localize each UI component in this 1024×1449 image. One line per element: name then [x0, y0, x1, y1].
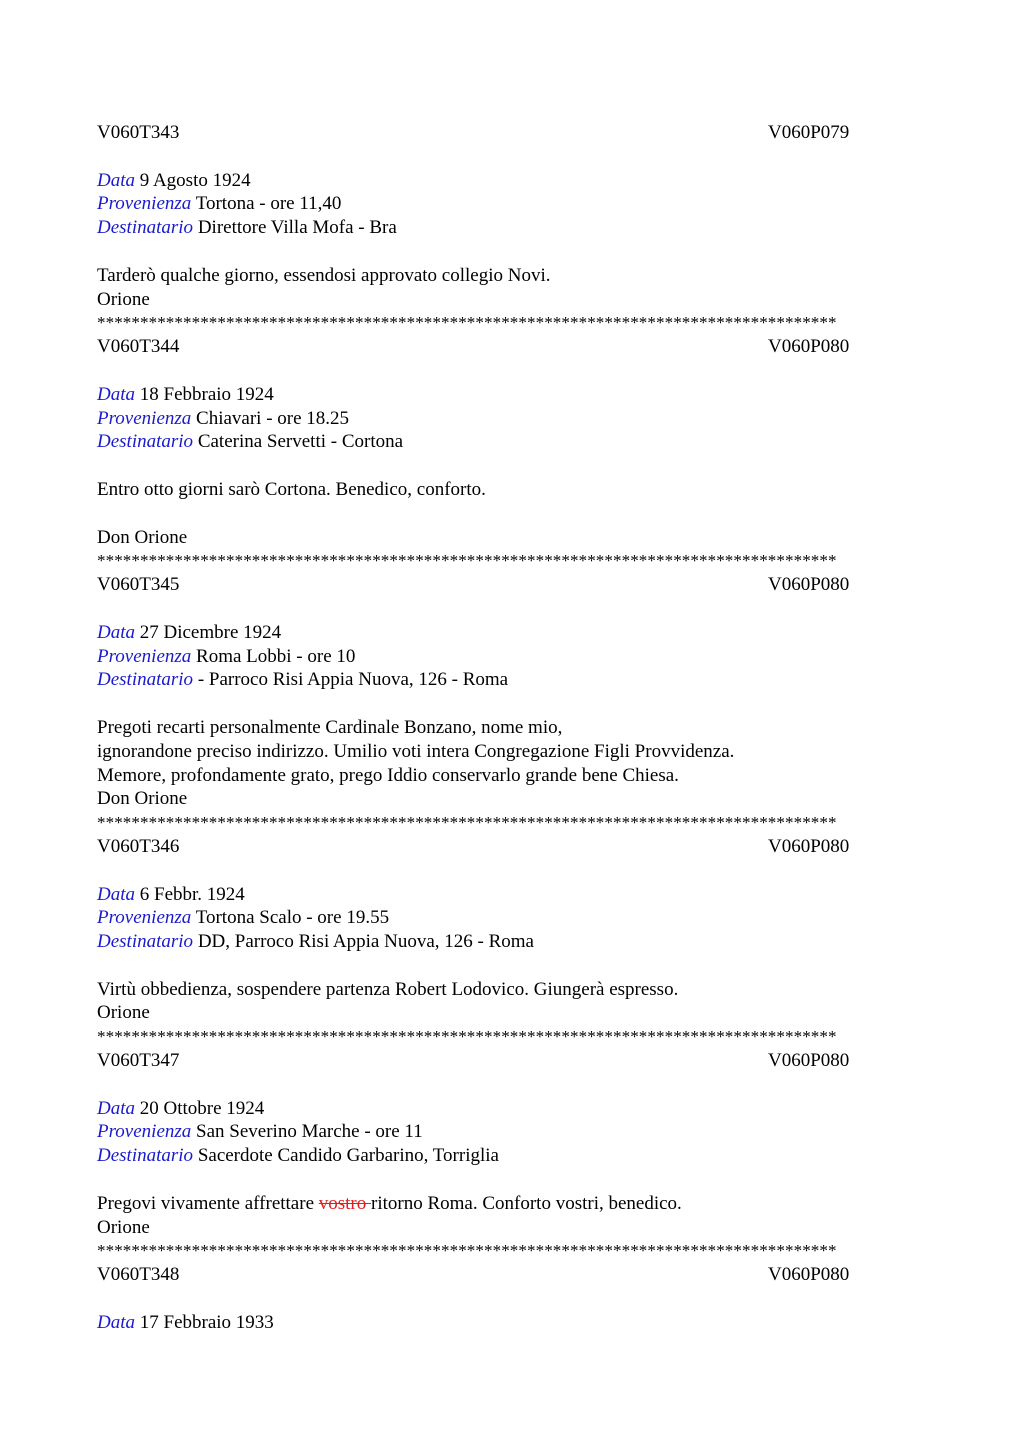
entry-header [97, 335, 937, 359]
date-label: Data [97, 169, 135, 191]
recipient-label: Destinatario [97, 431, 194, 453]
page-code: V060P080 [768, 574, 850, 596]
page-code: V060P080 [768, 835, 850, 857]
recipient-label: Destinatario [97, 1145, 194, 1167]
date-label: Data [97, 621, 135, 643]
struck-text: vostro [318, 1192, 371, 1214]
date-label: Data [97, 883, 135, 905]
recipient-line [97, 1144, 937, 1168]
signature: Don Orione [97, 526, 188, 548]
separator: ************************************************************************************** [97, 1027, 837, 1047]
body-text-after: ritorno Roma. Conforto vostri, benedico. [371, 1192, 682, 1214]
recipient-label: Destinatario [97, 931, 194, 953]
recipient-line [97, 930, 937, 954]
origin-label: Provenienza [97, 907, 192, 929]
page-code: V060P080 [768, 336, 850, 358]
body-line: Tarderò qualche giorno, essendosi approvato collegio Novi. [97, 264, 551, 286]
date-value: 17 Febbraio 1933 [139, 1311, 274, 1333]
origin-line [97, 906, 937, 930]
page-code: V060P080 [768, 1050, 850, 1072]
date-label: Data [97, 1097, 135, 1119]
body-line: Pregoti recarti personalmente Cardinale Bonzano, nome mio, [97, 716, 563, 738]
page-code: V060P079 [768, 122, 850, 143]
date-line [97, 383, 937, 407]
origin-label: Provenienza [97, 407, 192, 429]
telegram-entry [97, 573, 937, 835]
origin-value: San Severino Marche - ore 11 [196, 1121, 423, 1143]
date-label: Data [97, 1311, 135, 1333]
separator: ************************************************************************************** [97, 313, 837, 333]
document-page [97, 121, 937, 1335]
date-value: 6 Febbr. 1924 [139, 883, 245, 905]
date-line [97, 883, 937, 907]
origin-label: Provenienza [97, 1121, 192, 1143]
recipient-value: Direttore Villa Mofa - Bra [197, 217, 397, 239]
date-line [97, 169, 937, 193]
telegram-entry [97, 1049, 937, 1263]
recipient-line [97, 216, 937, 240]
signature: Don Orione [97, 788, 188, 810]
separator: ************************************************************************************** [97, 813, 837, 833]
recipient-value: DD, Parroco Risi Appia Nuova, 126 - Roma [197, 931, 534, 953]
recipient-label: Destinatario [97, 217, 194, 239]
entry-code: V060T348 [97, 1264, 180, 1286]
body-line: ignorandone preciso indirizzo. Umilio voti intera Congregazione Figli Provvidenza. [97, 740, 735, 762]
date-line [97, 621, 937, 645]
origin-line [97, 407, 937, 431]
body-line [97, 1192, 937, 1216]
origin-value: Tortona - ore 11,40 [195, 193, 342, 215]
entry-code: V060T343 [97, 122, 180, 143]
entry-header [97, 1263, 937, 1287]
origin-value: Chiavari - ore 18.25 [196, 407, 350, 429]
entry-header [97, 121, 937, 145]
date-value: 9 Agosto 1924 [139, 169, 251, 191]
date-value: 27 Dicembre 1924 [139, 621, 282, 643]
origin-label: Provenienza [97, 645, 192, 667]
entry-code: V060T345 [97, 574, 180, 596]
recipient-value: Sacerdote Candido Garbarino, Torriglia [197, 1145, 499, 1167]
date-line [97, 1311, 937, 1335]
telegram-entry [97, 835, 937, 1049]
signature: Orione [97, 1002, 150, 1024]
date-value: 20 Ottobre 1924 [139, 1097, 265, 1119]
recipient-line [97, 430, 937, 454]
recipient-label: Destinatario [97, 669, 194, 691]
entry-header [97, 573, 937, 597]
entry-header [97, 835, 937, 859]
origin-line [97, 1120, 937, 1144]
signature: Orione [97, 288, 150, 310]
recipient-value: Caterina Servetti - Cortona [197, 431, 404, 453]
telegram-entry [97, 121, 937, 335]
entry-code: V060T347 [97, 1050, 180, 1072]
signature: Orione [97, 1216, 150, 1238]
body-line: Virtù obbedienza, sospendere partenza Robert Lodovico. Giungerà espresso. [97, 978, 679, 1000]
page-code: V060P080 [768, 1264, 850, 1286]
separator: ************************************************************************************** [97, 551, 837, 571]
body-text-before: Pregovi vivamente affrettare [97, 1192, 319, 1214]
date-line [97, 1097, 937, 1121]
body-line: Memore, profondamente grato, prego Iddio conservarlo grande bene Chiesa. [97, 764, 679, 786]
recipient-line [97, 668, 937, 692]
origin-value: Tortona Scalo - ore 19.55 [195, 907, 390, 929]
separator: ************************************************************************************** [97, 1241, 837, 1261]
date-value: 18 Febbraio 1924 [139, 383, 274, 405]
entry-header [97, 1049, 937, 1073]
origin-line [97, 645, 937, 669]
recipient-value: - Parroco Risi Appia Nuova, 126 - Roma [197, 669, 509, 691]
entry-code: V060T344 [97, 336, 180, 358]
origin-line [97, 192, 937, 216]
date-label: Data [97, 383, 135, 405]
origin-label: Provenienza [97, 193, 192, 215]
entry-code: V060T346 [97, 835, 180, 857]
telegram-entry [97, 335, 937, 573]
body-line: Entro otto giorni sarò Cortona. Benedico, conforto. [97, 478, 486, 500]
telegram-entry [97, 1263, 937, 1334]
origin-value: Roma Lobbi - ore 10 [196, 645, 356, 667]
